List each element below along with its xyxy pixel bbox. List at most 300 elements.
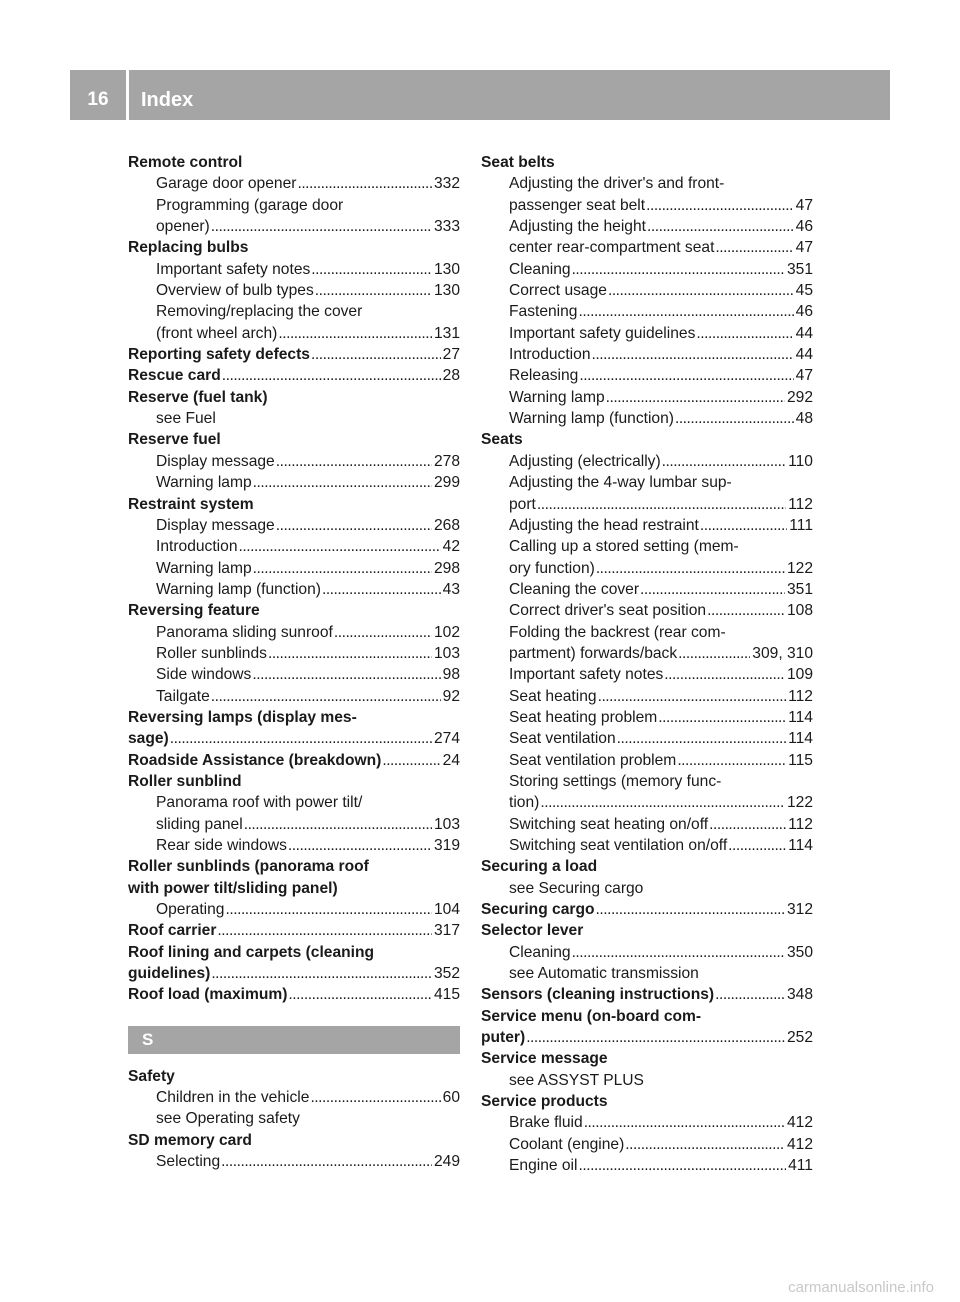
leader-dots <box>596 558 785 579</box>
entry-text: Switching seat ventilation on/off <box>509 837 728 854</box>
page-reference: 249 <box>433 1153 460 1171</box>
entry-text: Overview of bulb types <box>156 282 314 300</box>
entry-text: Garage door opener <box>156 175 297 193</box>
entry-text: Adjusting (electrically) <box>509 452 661 470</box>
entry-text: Roadside Assistance (breakdown) <box>128 751 382 769</box>
section-title: Index <box>141 89 194 111</box>
leader-dots <box>217 920 432 941</box>
leader-dots <box>276 515 432 536</box>
page-reference: 92 <box>442 687 460 705</box>
entry-text: Introduction <box>509 346 591 364</box>
entry-text: Service menu (on-board com- <box>481 1007 702 1025</box>
index-sub-entry <box>481 1155 813 1176</box>
entry-text: Switching seat heating on/off <box>509 815 709 833</box>
entry-text: opener) <box>156 218 210 236</box>
index-sub-entry <box>128 835 460 856</box>
leader-dots <box>239 536 441 557</box>
index-main-entry <box>128 152 460 173</box>
index-sub-entry <box>128 323 460 344</box>
index-sub-entry <box>128 216 460 237</box>
index-main-entry <box>481 984 813 1005</box>
leader-dots <box>170 728 432 749</box>
index-main-entry <box>128 237 460 258</box>
index-sub-entry <box>481 878 813 899</box>
page-reference: 44 <box>795 346 813 364</box>
leader-dots <box>540 792 785 813</box>
index-main-entry <box>128 429 460 450</box>
page-reference: 46 <box>795 218 813 236</box>
index-sub-entry <box>128 173 460 194</box>
entry-text: Reserve (fuel tank) <box>128 388 268 406</box>
index-sub-entry <box>481 365 813 386</box>
entry-text: SD memory card <box>128 1131 252 1149</box>
entry-text: Seat heating problem <box>509 708 658 726</box>
index-sub-entry <box>481 728 813 749</box>
index-main-entry <box>481 899 813 920</box>
page-number: 16 <box>87 89 109 110</box>
leader-dots <box>700 515 787 536</box>
leader-dots <box>677 750 786 771</box>
entry-text: Cleaning <box>509 943 571 961</box>
leader-dots <box>211 686 441 707</box>
index-main-entry <box>128 942 460 963</box>
page-reference: 109 <box>786 666 813 684</box>
index-sub-entry <box>481 963 813 984</box>
page-reference: 114 <box>788 708 813 726</box>
page-reference: 42 <box>442 538 460 556</box>
leader-dots <box>311 344 441 365</box>
page-reference: 312 <box>786 901 813 919</box>
leader-dots <box>596 899 785 920</box>
page-reference: 104 <box>433 901 460 919</box>
page-reference: 43 <box>442 580 460 598</box>
index-sub-entry <box>481 750 813 771</box>
index-main-entry <box>128 920 460 941</box>
index-sub-entry <box>128 643 460 664</box>
leader-dots <box>578 301 793 322</box>
leader-dots <box>675 408 794 429</box>
page-reference: 333 <box>433 218 460 236</box>
leader-dots <box>658 707 786 728</box>
index-sub-entry <box>128 579 460 600</box>
leader-dots <box>696 323 793 344</box>
entry-text: Service message <box>481 1050 608 1068</box>
leader-dots <box>225 899 431 920</box>
page-reference: 112 <box>788 687 813 705</box>
index-sub-entry <box>128 1151 460 1172</box>
entry-text: Safety <box>128 1067 175 1085</box>
entry-text: Operating <box>156 901 225 919</box>
leader-dots <box>253 472 432 493</box>
index-sub-entry <box>481 237 813 258</box>
page-header <box>70 70 890 120</box>
leader-dots <box>311 259 432 280</box>
leader-dots <box>244 814 432 835</box>
entry-text: Remote control <box>128 154 243 171</box>
page-reference: 299 <box>433 474 460 492</box>
leader-dots <box>221 1151 432 1172</box>
entry-text: Seat ventilation problem <box>509 751 677 769</box>
leader-dots <box>608 280 794 301</box>
entry-text: Side windows <box>156 666 252 684</box>
entry-text: Introduction <box>156 538 238 556</box>
index-main-entry <box>481 1027 813 1048</box>
page-reference: 114 <box>788 730 813 748</box>
index-sub-entry <box>481 451 813 472</box>
index-main-entry <box>128 728 460 749</box>
index-sub-entry <box>481 173 813 194</box>
index-sub-entry <box>481 408 813 429</box>
index-sub-entry <box>481 1112 813 1133</box>
leader-dots <box>579 1155 787 1176</box>
index-sub-entry <box>481 301 813 322</box>
entry-text: Calling up a stored setting (mem- <box>509 538 739 556</box>
entry-text: sage) <box>128 730 169 748</box>
index-main-entry <box>481 429 813 450</box>
entry-text: Rescue card <box>128 367 221 385</box>
index-main-entry <box>481 1091 813 1112</box>
leader-dots <box>252 664 440 685</box>
entry-text: Important safety guidelines <box>509 324 696 342</box>
page-reference: 317 <box>433 922 460 940</box>
index-main-entry <box>481 920 813 941</box>
index-sub-entry <box>481 323 813 344</box>
entry-text: Adjusting the 4-way lumbar sup- <box>509 474 732 492</box>
index-main-entry <box>128 365 460 386</box>
leader-dots <box>334 622 432 643</box>
entry-text: Cleaning <box>509 260 571 278</box>
index-sub-entry <box>481 707 813 728</box>
leader-dots <box>315 280 432 301</box>
leader-dots <box>278 323 432 344</box>
page-reference: 112 <box>788 495 813 513</box>
leader-dots <box>211 216 432 237</box>
index-sub-entry <box>128 622 460 643</box>
page-reference: 60 <box>442 1089 460 1107</box>
left-entries-s <box>128 1066 460 1173</box>
page-reference: 412 <box>786 1135 813 1153</box>
page-reference: 47 <box>795 196 813 214</box>
index-main-entry <box>128 387 460 408</box>
page-reference: 130 <box>433 282 460 300</box>
page-reference: 415 <box>433 986 460 1004</box>
index-sub-entry <box>128 899 460 920</box>
leader-dots <box>537 494 786 515</box>
entry-text: see Securing cargo <box>509 879 644 897</box>
leader-dots <box>579 365 793 386</box>
index-sub-entry <box>128 686 460 707</box>
index-sub-entry <box>481 1070 813 1091</box>
leader-dots <box>288 835 432 856</box>
entry-text: Reversing lamps (display mes- <box>128 708 357 726</box>
leader-dots <box>592 344 794 365</box>
entry-text: Reporting safety defects <box>128 346 310 364</box>
index-sub-entry <box>128 814 460 835</box>
entry-text: Service products <box>481 1093 608 1111</box>
leader-dots <box>646 195 794 216</box>
index-sub-entry <box>128 1108 460 1129</box>
leader-dots <box>268 643 432 664</box>
entry-text: Brake fluid <box>509 1114 583 1132</box>
index-sub-entry <box>128 408 460 429</box>
leader-dots <box>715 984 785 1005</box>
entry-text: Storing settings (memory func- <box>509 772 722 790</box>
page-reference: 292 <box>786 388 813 406</box>
leader-dots <box>526 1027 785 1048</box>
entry-text: center rear-compartment seat <box>509 239 715 257</box>
entry-text: Warning lamp <box>156 559 252 577</box>
entry-text: Fastening <box>509 303 578 321</box>
entry-text: Children in the vehicle <box>156 1089 310 1107</box>
index-sub-entry <box>481 792 813 813</box>
entry-text: Warning lamp (function) <box>509 410 674 428</box>
entry-text: Seat belts <box>481 154 555 171</box>
leader-dots <box>211 963 432 984</box>
index-sub-entry <box>481 216 813 237</box>
leader-dots <box>276 451 432 472</box>
index-main-entry <box>128 963 460 984</box>
section-letter-s: S <box>128 1026 460 1054</box>
index-main-entry <box>481 856 813 877</box>
leader-dots <box>715 237 793 258</box>
entry-text: Adjusting the driver's and front- <box>509 175 725 193</box>
header-divider <box>126 70 129 120</box>
entry-text: Adjusting the head restraint <box>509 516 699 534</box>
page-reference: 24 <box>442 751 460 769</box>
leader-dots <box>598 686 787 707</box>
page-reference: 47 <box>795 239 813 257</box>
entry-text: (front wheel arch) <box>156 324 278 342</box>
entry-text: see ASSYST PLUS <box>509 1071 644 1089</box>
leader-dots <box>662 451 786 472</box>
page-reference: 332 <box>433 175 460 193</box>
index-sub-entry <box>128 259 460 280</box>
page-reference: 45 <box>795 282 813 300</box>
entry-text: Releasing <box>509 367 579 385</box>
index-sub-entry <box>128 558 460 579</box>
entry-text: Roof carrier <box>128 922 217 940</box>
leader-dots <box>310 1087 440 1108</box>
leader-dots <box>297 173 432 194</box>
entry-text: Rear side windows <box>156 837 287 854</box>
page-reference: 44 <box>795 324 813 342</box>
entry-text: partment) forwards/back <box>509 644 678 662</box>
index-sub-entry <box>128 536 460 557</box>
page-reference: 111 <box>789 516 813 534</box>
leader-dots <box>640 579 785 600</box>
leader-dots <box>707 600 785 621</box>
leader-dots <box>709 814 786 835</box>
right-entries <box>481 152 813 1177</box>
page-reference: 319 <box>433 837 460 854</box>
index-sub-entry <box>481 472 813 493</box>
index-sub-entry <box>481 536 813 557</box>
page-reference: 268 <box>433 516 460 534</box>
entry-text: Adjusting the height <box>509 218 646 236</box>
page-reference: 274 <box>433 730 460 748</box>
entry-text: Sensors (cleaning instructions) <box>481 986 715 1004</box>
entry-text: Roller sunblinds <box>156 644 267 662</box>
index-sub-entry <box>481 771 813 792</box>
page-reference: 350 <box>786 943 813 961</box>
index-main-entry <box>128 856 460 877</box>
page-reference: 46 <box>795 303 813 321</box>
entry-text: see Operating safety <box>156 1110 300 1128</box>
index-sub-entry <box>481 344 813 365</box>
leader-dots <box>288 984 432 1005</box>
leader-dots <box>678 643 750 664</box>
index-column-left <box>128 152 460 1172</box>
entry-text: Correct driver's seat position <box>509 602 707 620</box>
page-reference: 411 <box>788 1157 813 1175</box>
entry-text: Programming (garage door <box>156 196 344 214</box>
entry-text: see Fuel <box>156 410 216 428</box>
entry-text: Reserve fuel <box>128 431 221 449</box>
index-sub-entry <box>128 792 460 813</box>
page-reference: 348 <box>786 986 813 1004</box>
index-main-entry <box>128 1130 460 1151</box>
page-reference: 47 <box>795 367 813 385</box>
index-sub-entry <box>481 835 813 856</box>
index-column-right <box>481 152 813 1177</box>
entry-text: Warning lamp (function) <box>156 580 321 598</box>
entry-text: guidelines) <box>128 965 211 983</box>
page-reference: 352 <box>433 965 460 983</box>
entry-text: Seats <box>481 431 523 449</box>
index-sub-entry <box>481 1134 813 1155</box>
index-main-entry <box>128 707 460 728</box>
leader-dots <box>664 664 785 685</box>
entry-text: Correct usage <box>509 282 607 300</box>
index-sub-entry <box>128 472 460 493</box>
leader-dots <box>572 942 785 963</box>
page-reference: 252 <box>786 1029 813 1047</box>
entry-text: Roller sunblinds (panorama roof <box>128 858 369 876</box>
entry-text: Warning lamp <box>156 474 252 492</box>
index-main-entry <box>128 984 460 1005</box>
entry-text: Selecting <box>156 1153 221 1171</box>
page-reference: 27 <box>442 346 460 364</box>
page-reference: 298 <box>433 559 460 577</box>
entry-text: Roof lining and carpets (cleaning <box>128 943 375 961</box>
index-main-entry <box>128 1066 460 1087</box>
index-sub-entry <box>128 195 460 216</box>
index-sub-entry <box>481 280 813 301</box>
entry-text: Seat ventilation <box>509 730 616 748</box>
index-sub-entry <box>481 515 813 536</box>
entry-text: Selector lever <box>481 922 584 940</box>
entry-text: Removing/replacing the cover <box>156 303 363 321</box>
page-reference: 122 <box>786 794 813 812</box>
leader-dots <box>625 1134 785 1155</box>
entry-text: Panorama sliding sunroof <box>156 623 333 641</box>
entry-text: ory function) <box>509 559 595 577</box>
index-sub-entry <box>481 942 813 963</box>
page-reference: 48 <box>795 410 813 428</box>
leader-dots <box>606 387 785 408</box>
page-reference: 122 <box>786 559 813 577</box>
index-sub-entry <box>128 1087 460 1108</box>
index-sub-entry <box>128 280 460 301</box>
page-reference: 351 <box>786 580 813 598</box>
page-reference: 115 <box>788 751 813 769</box>
leader-dots <box>253 558 432 579</box>
entry-text: port <box>509 495 536 513</box>
index-main-entry <box>128 344 460 365</box>
entry-text: Engine oil <box>509 1157 578 1175</box>
index-sub-entry <box>481 686 813 707</box>
entry-text: Display message <box>156 452 275 470</box>
leader-dots <box>584 1112 785 1133</box>
index-sub-entry <box>481 622 813 643</box>
page-reference: 131 <box>433 324 460 342</box>
page-reference: 278 <box>433 452 460 470</box>
page-reference: 103 <box>433 815 460 833</box>
index-main-entry <box>481 1006 813 1027</box>
entry-text: sliding panel <box>156 815 243 833</box>
left-entries <box>128 152 460 1006</box>
leader-dots <box>322 579 441 600</box>
page-reference: 110 <box>788 452 813 470</box>
index-sub-entry <box>128 451 460 472</box>
page-reference: 114 <box>788 837 813 854</box>
entry-text: Roller sunblind <box>128 772 242 790</box>
index-main-entry <box>128 878 460 899</box>
index-sub-entry <box>481 814 813 835</box>
entry-text: Tailgate <box>156 687 210 705</box>
entry-text: Important safety notes <box>156 260 311 278</box>
index-sub-entry <box>481 579 813 600</box>
entry-text: Display message <box>156 516 275 534</box>
index-sub-entry <box>481 558 813 579</box>
entry-text: Replacing bulbs <box>128 239 249 257</box>
leader-dots <box>572 259 785 280</box>
index-sub-entry <box>128 515 460 536</box>
index-sub-entry <box>481 387 813 408</box>
entry-text: Warning lamp <box>509 388 605 406</box>
page-reference: 103 <box>433 644 460 662</box>
entry-text: Reversing feature <box>128 602 260 620</box>
entry-text: see Automatic transmission <box>509 965 699 983</box>
index-main-entry <box>128 750 460 771</box>
page-reference: 102 <box>433 623 460 641</box>
leader-dots <box>728 835 786 856</box>
index-main-entry <box>128 771 460 792</box>
entry-text: Folding the backrest (rear com- <box>509 623 726 641</box>
leader-dots <box>382 750 440 771</box>
entry-text: tion) <box>509 794 540 812</box>
page-reference: 351 <box>786 260 813 278</box>
index-sub-entry <box>481 195 813 216</box>
index-sub-entry <box>481 600 813 621</box>
entry-text: Securing a load <box>481 858 598 876</box>
entry-text: Cleaning the cover <box>509 580 640 598</box>
page-reference: 108 <box>786 602 813 620</box>
entry-text: Seat heating <box>509 687 597 705</box>
page-reference: 309, 310 <box>752 644 813 662</box>
page-reference: 28 <box>442 367 460 385</box>
entry-text: Coolant (engine) <box>509 1135 625 1153</box>
index-sub-entry <box>128 664 460 685</box>
entry-text: Roof load (maximum) <box>128 986 288 1004</box>
index-main-entry <box>481 152 813 173</box>
entry-text: puter) <box>481 1029 526 1047</box>
entry-text: Panorama roof with power tilt/ <box>156 794 363 812</box>
leader-dots <box>647 216 794 237</box>
index-sub-entry <box>481 664 813 685</box>
index-sub-entry <box>481 494 813 515</box>
entry-text: passenger seat belt <box>509 196 646 214</box>
